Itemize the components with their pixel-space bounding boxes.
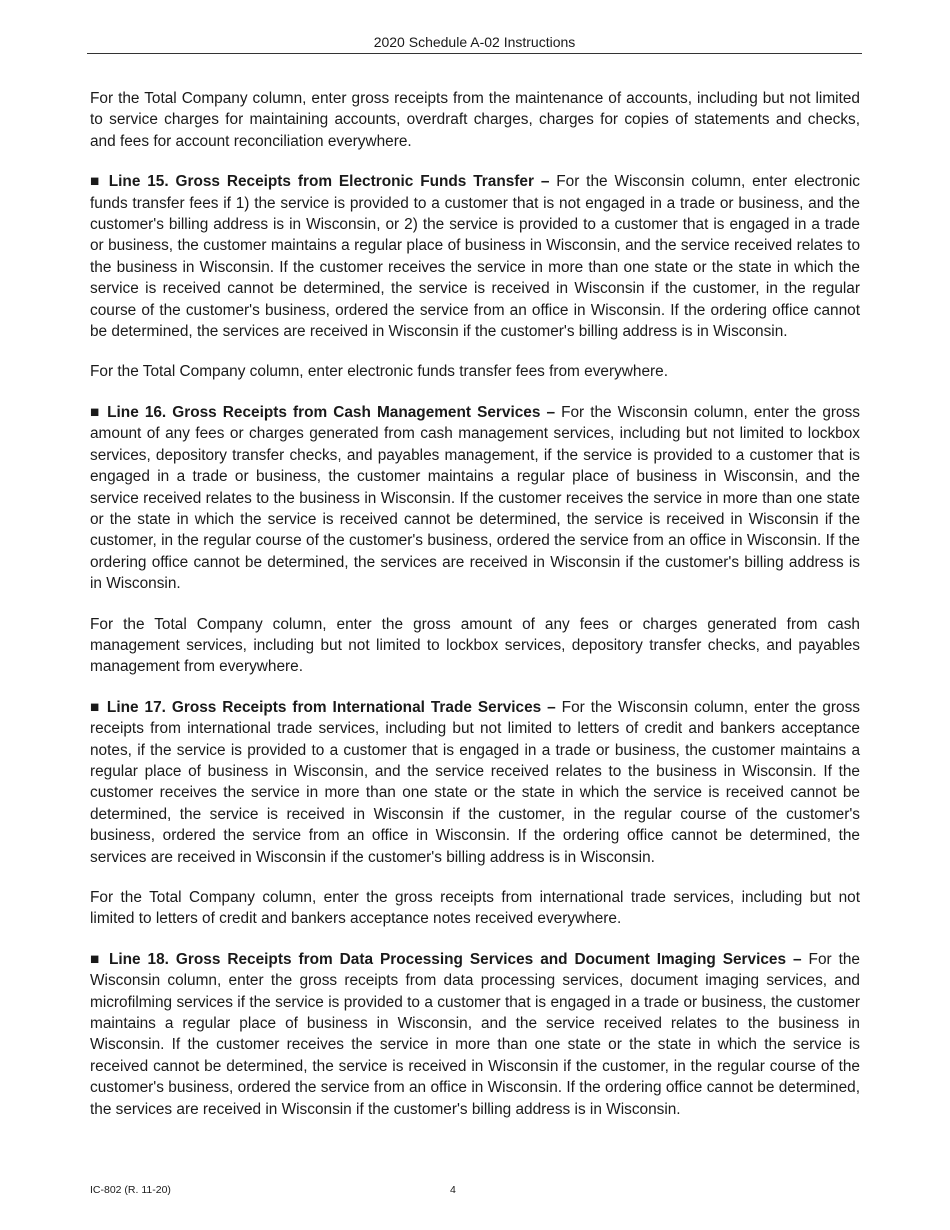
paragraph-text: For the Total Company column, enter the gross receipts from international trade services, including but not limited to letters of credit and bankers acceptance notes received everywhere. bbox=[90, 889, 860, 928]
paragraph-text: For the Wisconsin column, enter the gross amount of any fees or charges generated from cash management services, including but not limited to lockbox services, depository transfer checks, and payables management, if the service is provided to a customer that is engaged in a trade or business, the customer maintains a regular place of business in Wisconsin, and the service received relates to the business in Wisconsin. If the customer receives the service in more than one state or the state in which the service is received cannot be determined, the service is received in Wisconsin if the customer, in the regular course of the customer's business, ordered the service from an office in Wisconsin. If the ordering office cannot be determined, the services are received in Wisconsin if the customer's billing address is in Wisconsin. bbox=[90, 403, 860, 593]
paragraph-line-15 bbox=[90, 171, 860, 342]
paragraph-text: For the Total Company column, enter electronic funds transfer fees from everywhere. bbox=[90, 363, 668, 381]
paragraph-text: For the Wisconsin column, enter the gross receipts from data processing services, document imaging services, and microfilming services if the service is provided to a customer that is engaged in a trade or business, the customer maintains a regular place of business in Wisconsin, and the service received relates to the business in Wisconsin. If the customer receives the service in more than one state or the state in which the service is received cannot be determined, the service is received in Wisconsin if the customer, in the regular course of the customer's business, ordered the service from an office in Wisconsin. If the ordering office cannot be determined, the services are received in Wisconsin if the customer's billing address is in Wisconsin. bbox=[90, 950, 860, 1118]
paragraph-line-18 bbox=[90, 949, 860, 1120]
paragraph-text: For the Wisconsin column, enter electronic funds transfer fees if 1) the service is provided to a customer that is not engaged in a trade or business, and the customer's billing address is in Wisconsin, or 2) the service is provided to a customer that is engaged in a trade or business, the customer maintains a regular place of business in Wisconsin, and the service received relates to the business in Wisconsin. If the customer receives the service in more than one state or the state in which the service is received cannot be determined, the service is received in Wisconsin if the customer, in the regular course of the customer's business, ordered the service from an office in Wisconsin. If the ordering office cannot be determined, the services are received in Wisconsin if the customer's billing address is in Wisconsin. bbox=[90, 173, 860, 341]
paragraph-line-17 bbox=[90, 697, 860, 868]
paragraph-lead: ■ Line 17. Gross Receipts from International Trade Services – bbox=[90, 698, 556, 716]
document-body bbox=[90, 88, 860, 1139]
paragraph-total-company-intl-trade bbox=[90, 887, 860, 930]
paragraph-text: For the Wisconsin column, enter the gross receipts from international trade services, including but not limited to letters of credit and bankers acceptance notes, if the service is provided to a customer that is engaged in a trade or business, the customer maintains a regular place of business in Wisconsin, and the service received relates to the business in Wisconsin. If the customer receives the service in more than one state or the state in which the service is received cannot be determined, the service is received in Wisconsin if the customer, in the regular course of the customer's business, ordered the service from an office in Wisconsin. If the ordering office cannot be determined, the services are received in Wisconsin if the customer's billing address is in Wisconsin. bbox=[90, 698, 860, 866]
paragraph-total-company-accounts bbox=[90, 88, 860, 152]
page-number: 4 bbox=[450, 1184, 456, 1196]
form-code: IC-802 (R. 11-20) bbox=[90, 1184, 171, 1196]
paragraph-lead: ■ Line 18. Gross Receipts from Data Processing Services and Document Imaging Services – bbox=[90, 950, 802, 968]
paragraph-text: For the Total Company column, enter gross receipts from the maintenance of accounts, including but not limited to service charges for maintaining accounts, overdraft charges, charges for copies of statements and checks, and fees for account reconciliation everywhere. bbox=[90, 90, 860, 150]
paragraph-total-company-cash-mgmt bbox=[90, 614, 860, 678]
page-header: 2020 Schedule A-02 Instructions bbox=[87, 34, 862, 54]
paragraph-lead: ■ Line 16. Gross Receipts from Cash Management Services – bbox=[90, 403, 556, 421]
paragraph-total-company-eft bbox=[90, 361, 860, 382]
paragraph-lead: ■ Line 15. Gross Receipts from Electronic Funds Transfer – bbox=[90, 173, 550, 191]
paragraph-line-16 bbox=[90, 402, 860, 595]
paragraph-text: For the Total Company column, enter the gross amount of any fees or charges generated from cash management services, including but not limited to lockbox services, depository transfer checks, and payables management from everywhere. bbox=[90, 615, 860, 676]
